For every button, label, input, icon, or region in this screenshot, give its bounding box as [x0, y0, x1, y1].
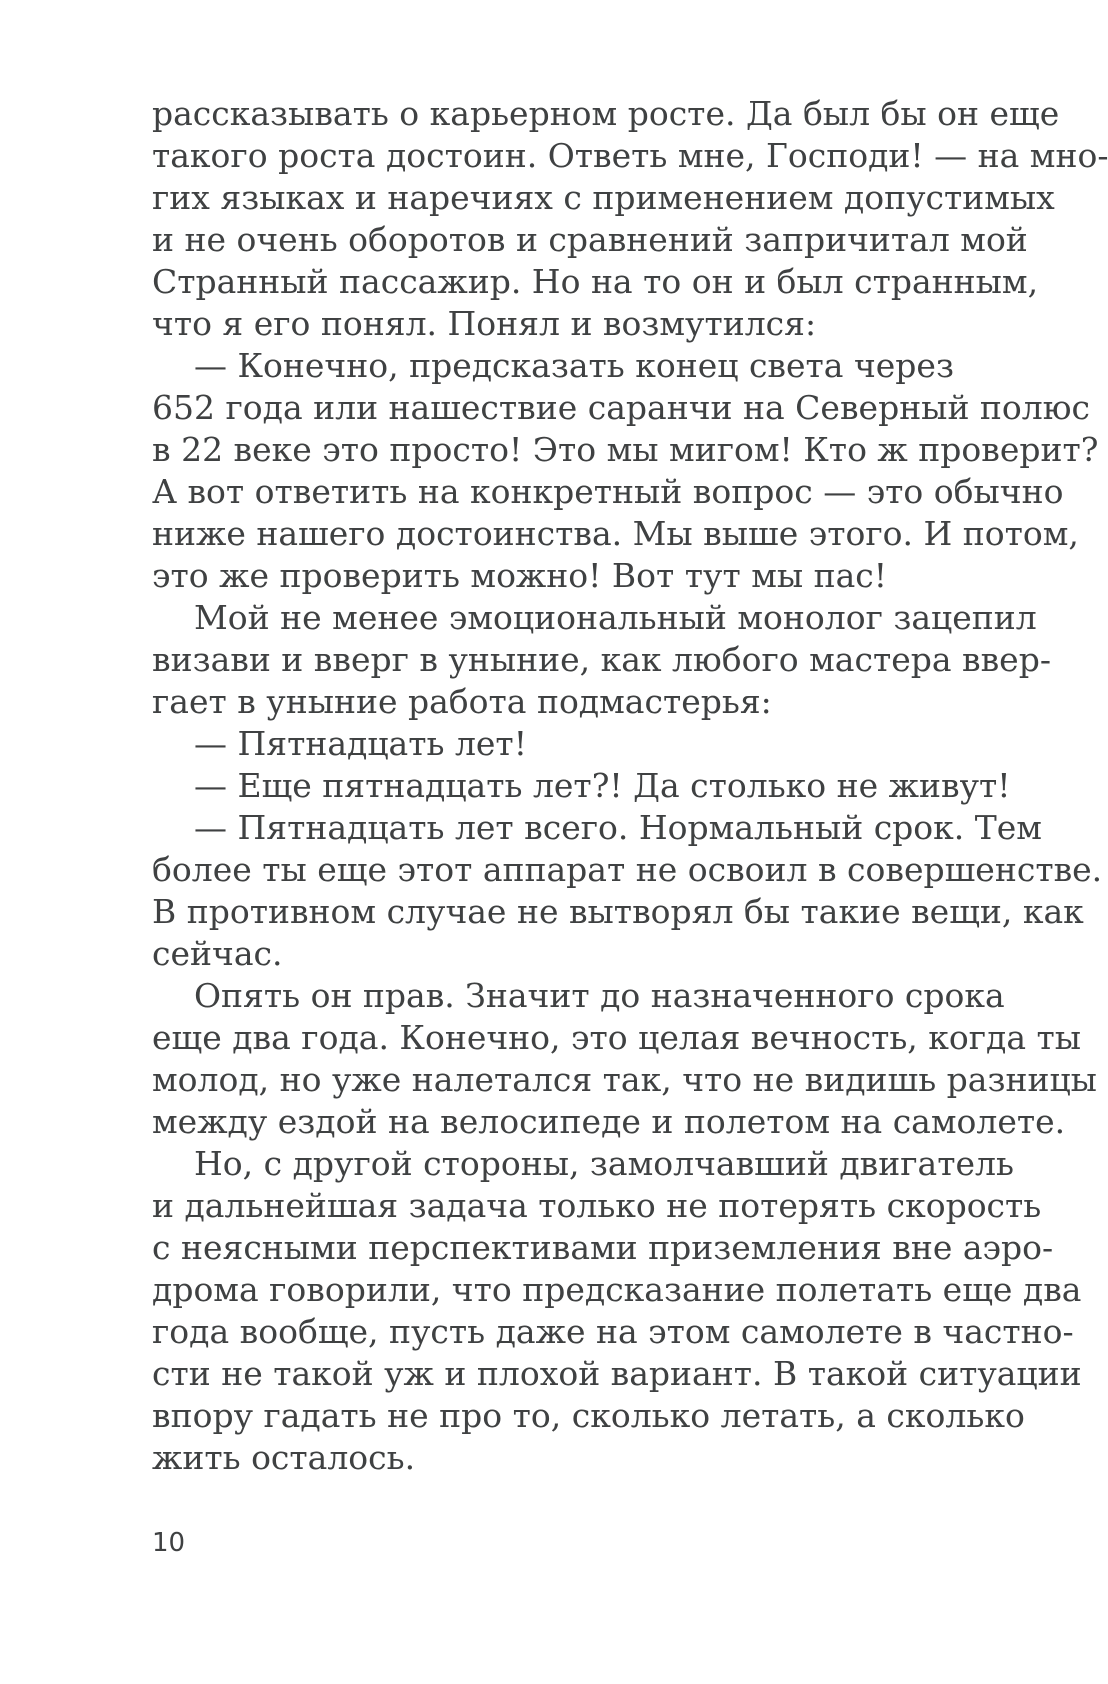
text-line: сейчас. [152, 934, 283, 973]
text-line: с неясными перспективами приземления вне аэро- [152, 1228, 1054, 1267]
text-line: — Еще пятнадцать лет?! Да столько не живут! [194, 766, 1011, 805]
text-line: гих языках и наречиях с применением допустимых [152, 178, 1055, 217]
text-line: сти не такой уж и плохой вариант. В такой ситуации [152, 1354, 1082, 1393]
text-line: года вообще, пусть даже на этом самолете в частно- [152, 1312, 1074, 1351]
text-line: жить осталось. [152, 1438, 416, 1477]
page-number: 10 [152, 1528, 186, 1558]
text-line: гает в уныние работа подмастерья: [152, 682, 772, 721]
text-line: и не очень оборотов и сравнений запричитал мой [152, 220, 1028, 259]
text-line: молод, но уже налетался так, что не видишь разницы [152, 1060, 1097, 1099]
text-line: Мой не менее эмоциональный монолог зацепил [194, 598, 1037, 637]
text-line: — Пятнадцать лет всего. Нормальный срок. Тем [194, 808, 1042, 847]
text-line: в 22 веке это просто! Это мы мигом! Кто ж проверит? [152, 430, 1099, 469]
text-line: и дальнейшая задача только не потерять скорость [152, 1186, 1042, 1225]
text-line: 652 года или нашествие саранчи на Северный полюс [152, 388, 1090, 427]
text-line: А вот ответить на конкретный вопрос — это обычно [152, 472, 1064, 511]
text-line: В противном случае не вытворял бы такие вещи, как [152, 892, 1084, 931]
text-line: визави и вверг в уныние, как любого мастера ввер- [152, 640, 1051, 679]
text-line: — Конечно, предсказать конец света через [194, 346, 954, 385]
text-line: еще два года. Конечно, это целая вечность, когда ты [152, 1018, 1082, 1057]
text-line: более ты еще этот аппарат не освоил в совершенстве. [152, 850, 1103, 889]
text-line: такого роста достоин. Ответь мне, Господи! — на мно- [152, 136, 1108, 175]
text-line: дрома говорили, что предсказание полетать еще два [152, 1270, 1082, 1309]
text-line: — Пятнадцать лет! [194, 724, 527, 763]
text-line: Но, с другой стороны, замолчавший двигатель [194, 1144, 1014, 1183]
text-line: между ездой на велосипеде и полетом на самолете. [152, 1102, 1066, 1141]
page-text [152, 93, 1108, 1479]
text-line: Странный пассажир. Но на то он и был странным, [152, 262, 1039, 301]
text-line: впору гадать не про то, сколько летать, а сколько [152, 1396, 1025, 1435]
text-line: Опять он прав. Значит до назначенного срока [194, 976, 1005, 1015]
text-line: рассказывать о карьерном росте. Да был бы он еще [152, 94, 1060, 133]
text-line: это же проверить можно! Вот тут мы пас! [152, 556, 888, 595]
text-line: что я его понял. Понял и возмутился: [152, 304, 817, 343]
text-line: ниже нашего достоинства. Мы выше этого. И потом, [152, 514, 1079, 553]
